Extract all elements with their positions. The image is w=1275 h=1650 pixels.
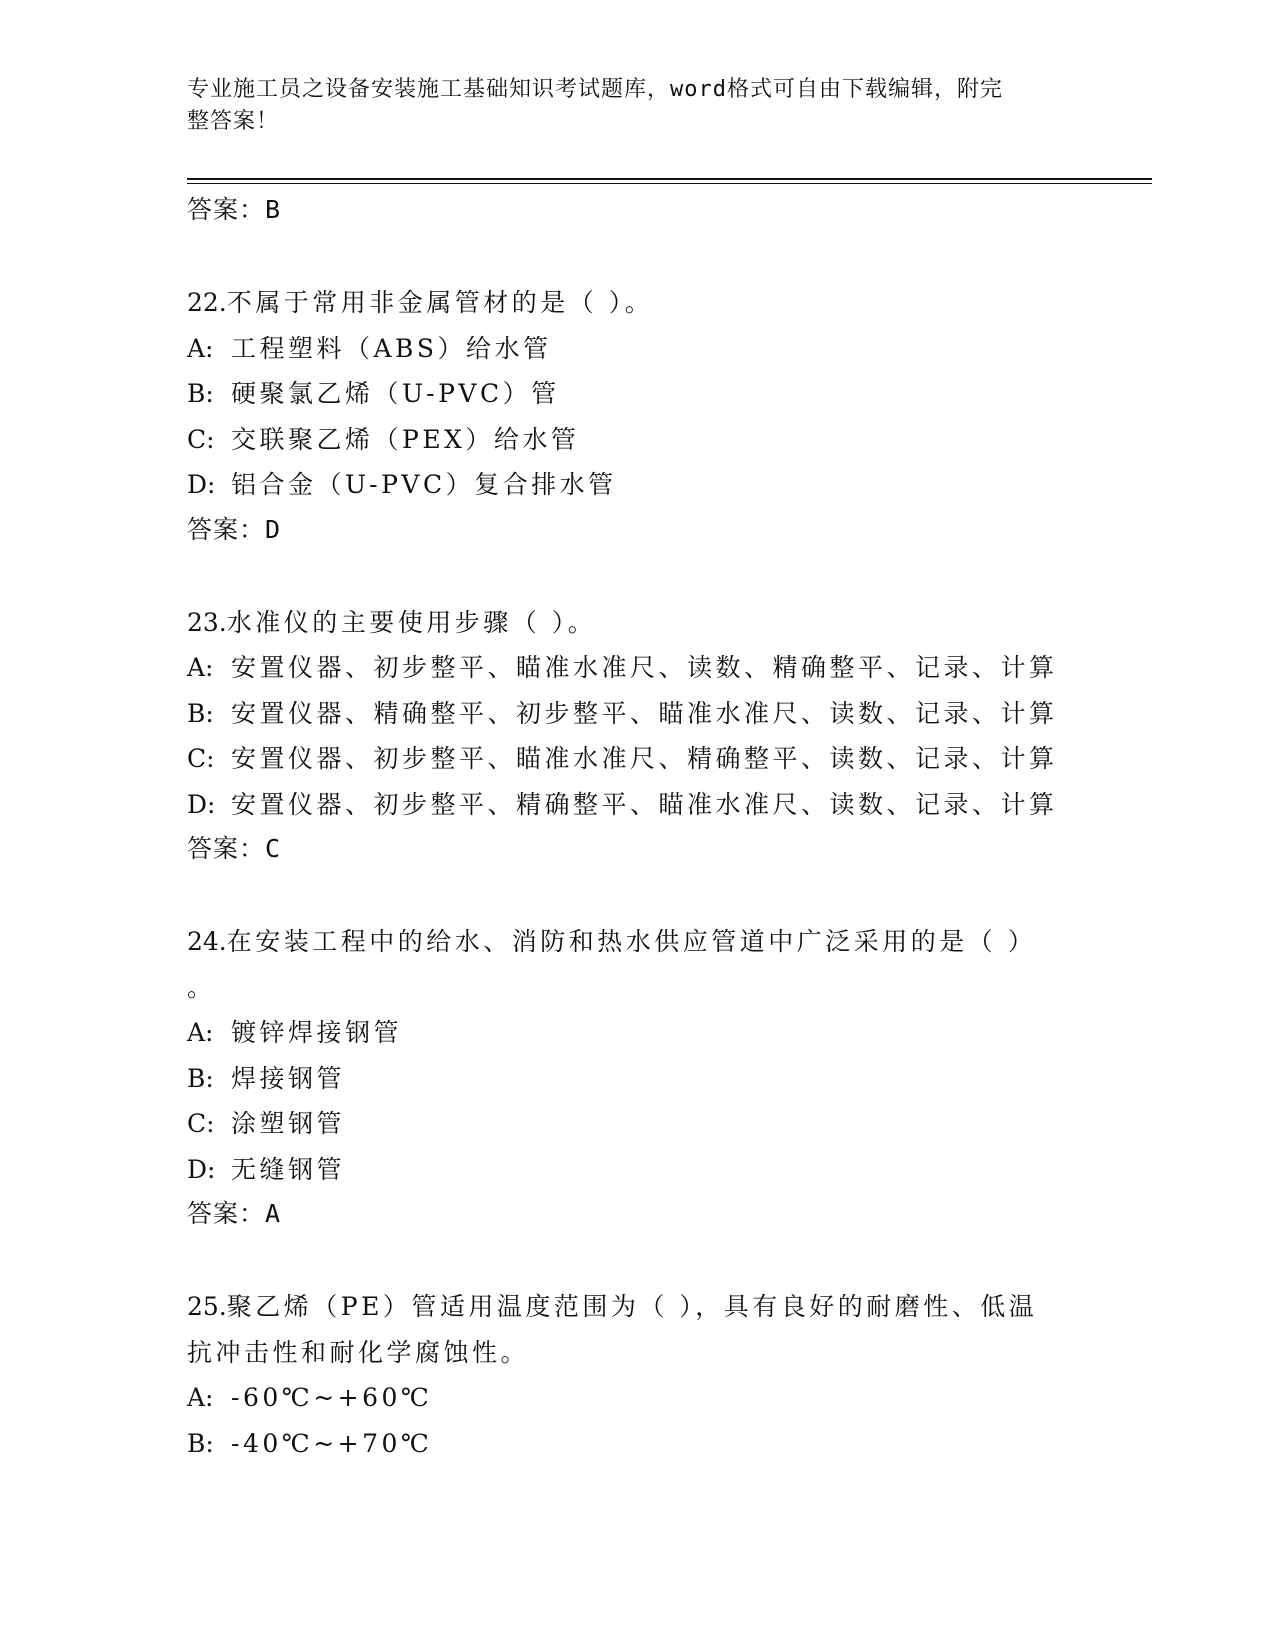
option-row [187, 736, 1087, 782]
option-row [187, 326, 1087, 372]
option-row [187, 1056, 1087, 1102]
header-line-1: 专业施工员之设备安装施工基础知识考试题库，word格式可自由下载编辑，附完 [187, 77, 1003, 102]
option-key: C: [187, 744, 215, 773]
question-block [187, 280, 1087, 552]
option-text: 涂塑钢管 [231, 1109, 346, 1138]
question-list [187, 232, 1087, 1466]
option-text: -60℃~+60℃ [231, 1383, 433, 1412]
question-text: 抗冲击性和耐化学腐蚀性。 [187, 1337, 530, 1367]
answer-line: 答案：A [187, 1199, 282, 1228]
option-key: D: [187, 789, 216, 819]
header-rule-thin [187, 183, 1152, 184]
option-row [187, 1421, 1087, 1467]
option-text: -40℃~+70℃ [231, 1428, 433, 1458]
answer-line: 答案：D [187, 514, 282, 544]
option-row [187, 691, 1087, 737]
option-row [187, 1147, 1087, 1193]
question-text: 不属于常用非金属管材的是（ ）。 [226, 288, 654, 317]
question-spacer [187, 871, 1087, 919]
question-block [187, 1284, 1087, 1466]
header-rule-thick [187, 178, 1152, 180]
option-row [187, 417, 1087, 463]
document-body [187, 188, 1087, 1466]
option-key: B: [187, 1428, 214, 1458]
option-key: A: [187, 333, 214, 363]
option-row [187, 462, 1087, 508]
question-text: 在安装工程中的给水、消防和热水供应管道中广泛采用的是（ ） [226, 927, 1037, 956]
question-spacer [187, 552, 1087, 600]
question-text-line [187, 280, 1087, 326]
question-text-line [187, 600, 1087, 646]
question-block [187, 600, 1087, 872]
option-key: D: [187, 1154, 216, 1184]
question-number: 25. [187, 1292, 227, 1321]
question-text: 水准仪的主要使用步骤（ ）。 [226, 607, 597, 637]
option-key: C: [187, 1109, 215, 1138]
option-row [187, 782, 1087, 828]
document-header [187, 74, 1067, 138]
question-text-line [187, 1330, 1087, 1376]
option-text: 无缝钢管 [231, 1154, 346, 1184]
option-text: 镀锌焊接钢管 [231, 1018, 403, 1047]
question-number: 22. [187, 288, 227, 317]
question-block [187, 919, 1087, 1236]
answer-line: 答案：C [187, 834, 282, 863]
question-spacer [187, 1236, 1087, 1284]
option-key: A: [187, 653, 214, 682]
question-text: 聚乙烯（PE）管适用温度范围为（ ），具有良好的耐磨性、低温 [226, 1292, 1038, 1321]
option-text: 安置仪器、初步整平、瞄准水准尺、读数、精确整平、记录、计算 [231, 653, 1058, 682]
previous-answer: 答案：B [187, 195, 282, 224]
option-row [187, 1375, 1087, 1421]
question-text-line [187, 919, 1087, 965]
option-row [187, 1101, 1087, 1147]
option-row [187, 371, 1087, 417]
option-text: 安置仪器、精确整平、初步整平、瞄准水准尺、读数、记录、计算 [231, 698, 1058, 728]
option-key: A: [187, 1383, 214, 1412]
question-text-line [187, 965, 1087, 1011]
option-text: 交联聚乙烯（PEX）给水管 [231, 424, 580, 454]
question-text: 。 [187, 972, 216, 1002]
question-number: 24. [187, 927, 227, 956]
question-text-line [187, 1284, 1087, 1330]
option-text: 焊接钢管 [231, 1063, 346, 1093]
option-row [187, 645, 1087, 691]
option-key: B: [187, 1063, 214, 1093]
option-text: 工程塑料（ABS）给水管 [231, 333, 552, 363]
header-line-2: 整答案！ [187, 109, 280, 134]
option-row [187, 1010, 1087, 1056]
option-text: 铝合金（U-PVC）复合排水管 [231, 470, 617, 499]
option-text: 安置仪器、初步整平、瞄准水准尺、精确整平、读数、记录、计算 [231, 744, 1058, 773]
option-key: C: [187, 424, 215, 454]
option-key: A: [187, 1018, 214, 1047]
question-number: 23. [187, 607, 227, 637]
option-key: B: [187, 379, 214, 408]
question-spacer [187, 232, 1087, 280]
option-text: 安置仪器、初步整平、精确整平、瞄准水准尺、读数、记录、计算 [231, 789, 1058, 819]
option-key: D: [187, 470, 216, 499]
option-text: 硬聚氯乙烯（U-PVC）管 [231, 379, 560, 408]
option-key: B: [187, 698, 214, 728]
